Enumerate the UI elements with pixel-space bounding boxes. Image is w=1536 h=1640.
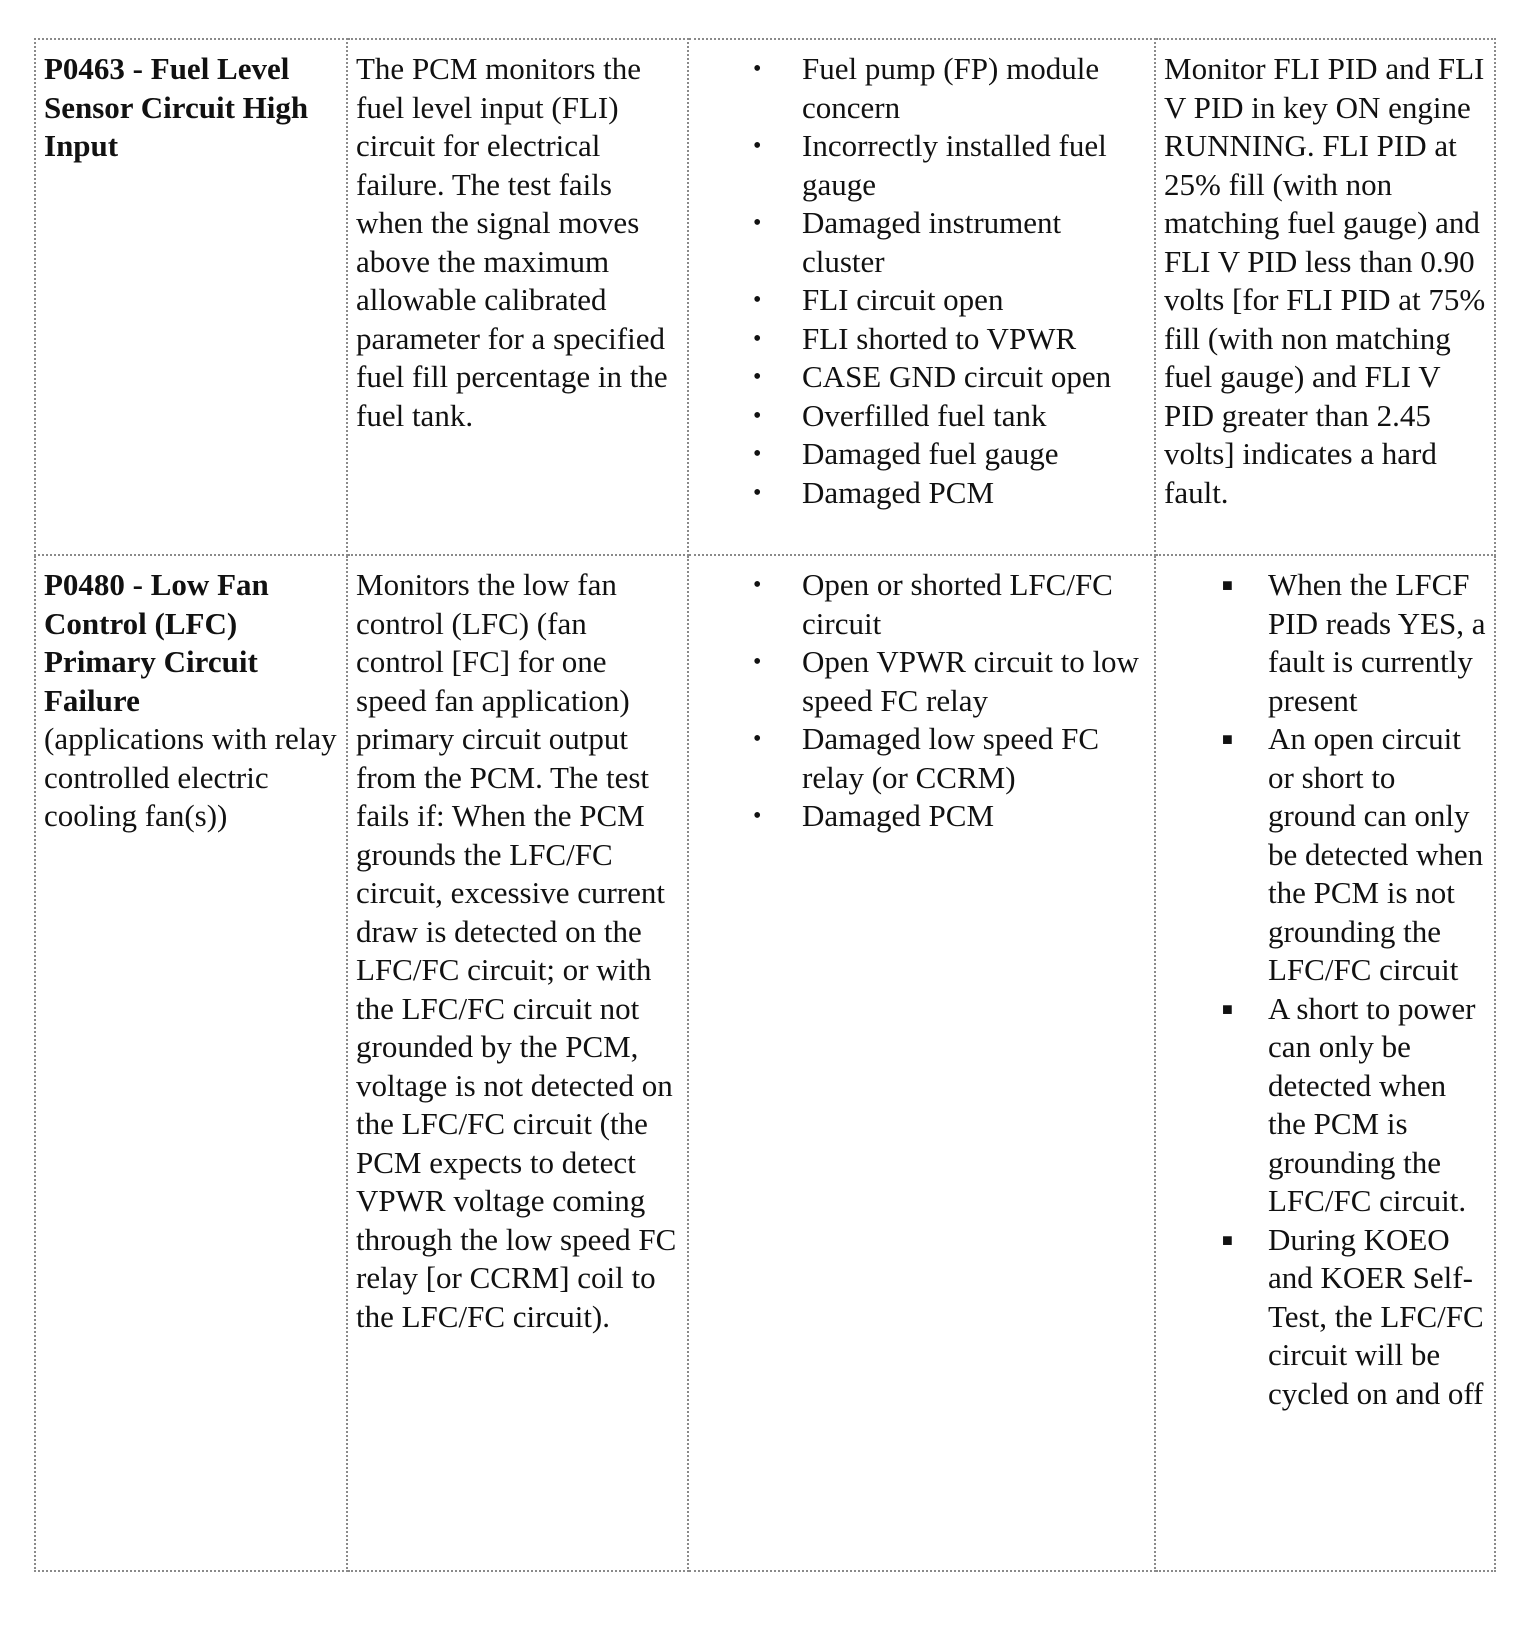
diagnostic-aid-text: When the LFCF PID reads YES, a fault is currently present [1268, 567, 1486, 718]
list-item [1164, 720, 1486, 990]
diagnostic-aids-cell [1155, 555, 1495, 1571]
dtc-code-title: P0463 - Fuel Level Sensor Circuit High Input [44, 51, 309, 163]
dtc-description: Monitors the low fan control (LFC) (fan control [FC] for one speed fan application) primary circuit output from the PCM. The test fails if: When the PCM grounds the LFC/FC circuit, excessive current draw is detected on the LFC/FC circuit; or with the LFC/FC circuit not grounded by the PCM, voltage is not detected on the LFC/FC circuit (the PCM expects to detect VPWR voltage coming through the low speed FC relay [or CCRM] coil to the LFC/FC circuit). [356, 567, 677, 1334]
cause-text: FLI shorted to VPWR [802, 320, 1077, 356]
bullet-icon: • [753, 364, 762, 390]
dtc-description-cell [347, 39, 688, 555]
bullet-icon: • [753, 56, 762, 82]
list-item [697, 566, 1146, 643]
square-bullet-icon: ■ [1222, 1229, 1233, 1250]
list-item [697, 435, 1146, 474]
cause-text: Open VPWR circuit to low speed FC relay [802, 644, 1139, 718]
list-item [697, 204, 1146, 281]
dtc-code-note: (applications with relay controlled electric cooling fan(s)) [44, 721, 337, 833]
list-item [1164, 990, 1486, 1221]
dtc-code-cell [35, 555, 347, 1571]
list-item [1164, 1221, 1486, 1414]
list-item [697, 127, 1146, 204]
diagnostic-aid-text: An open circuit or short to ground can only be detected when the PCM is not grounding the LFC/FC circuit [1268, 721, 1484, 987]
list-item [697, 397, 1146, 436]
cause-text: Damaged PCM [802, 474, 995, 510]
list-item [1164, 566, 1486, 720]
cause-text: Damaged instrument cluster [802, 205, 1062, 279]
list-item [697, 643, 1146, 720]
bullet-icon: • [753, 325, 762, 352]
dtc-description-cell [347, 555, 688, 1571]
dtc-description: The PCM monitors the fuel level input (FLI) circuit for electrical failure. The test fails when the signal moves above the maximum allowable calibrated parameter for a specified fuel fill percentage in the fuel tank. [356, 51, 668, 433]
bullet-icon: • [753, 479, 762, 506]
list-item [697, 797, 1146, 836]
list-item [697, 320, 1146, 359]
cause-text: Open or shorted LFC/FC circuit [802, 567, 1113, 641]
square-bullet-icon: ■ [1222, 729, 1233, 749]
dtc-table [34, 38, 1496, 1572]
square-bullet-icon: ■ [1222, 575, 1233, 595]
list-item [697, 358, 1146, 397]
square-bullet-icon: ■ [1222, 998, 1233, 1019]
bullet-icon: • [753, 803, 762, 829]
diagnostic-aids-cell [1155, 39, 1495, 555]
list-item [697, 720, 1146, 797]
list-item [697, 281, 1146, 320]
possible-causes-cell [688, 39, 1155, 555]
possible-causes-list [697, 566, 1146, 836]
cause-text: FLI circuit open [802, 282, 1004, 317]
diagnostic-aids-list [1164, 566, 1486, 1413]
table-row [35, 555, 1495, 1571]
bullet-icon: • [753, 572, 762, 598]
diagnostic-aids-text: Monitor FLI PID and FLI V PID in key ON engine RUNNING. FLI PID at 25% fill (with non matching fuel gauge) and FLI V PID less than 0.90 volts [for FLI PID at 75% fill (with non matching fuel gauge) and FLI V PID greater than 2.45 volts] indicates a hard fault. [1164, 51, 1486, 510]
cause-text: Fuel pump (FP) module concern [802, 51, 1100, 125]
cause-text: CASE GND circuit open [802, 359, 1112, 394]
dtc-code-cell [35, 39, 347, 555]
bullet-icon: • [753, 210, 762, 236]
cause-text: Damaged PCM [802, 798, 995, 833]
bullet-icon: • [753, 133, 762, 159]
cause-text: Overfilled fuel tank [802, 397, 1047, 433]
table-row [35, 39, 1495, 555]
cause-text: Incorrectly installed fuel gauge [802, 128, 1107, 202]
diagnostic-aid-text: During KOEO and KOER Self-Test, the LFC/FC circuit will be cycled on and off [1268, 1221, 1484, 1411]
cause-text: Damaged fuel gauge [802, 436, 1059, 471]
bullet-icon: • [753, 402, 762, 429]
bullet-icon: • [753, 649, 762, 675]
dtc-code-title: P0480 - Low Fan Control (LFC) Primary Circuit Failure [44, 567, 269, 718]
cause-text: Damaged low speed FC relay (or CCRM) [802, 721, 1100, 795]
diagnostic-aid-text: A short to power can only be detected when the PCM is grounding the LFC/FC circuit. [1268, 990, 1476, 1218]
possible-causes-list [697, 50, 1146, 512]
bullet-icon: • [753, 441, 762, 467]
bullet-icon: • [753, 287, 762, 313]
list-item [697, 50, 1146, 127]
bullet-icon: • [753, 726, 762, 752]
list-item [697, 474, 1146, 513]
possible-causes-cell [688, 555, 1155, 1571]
